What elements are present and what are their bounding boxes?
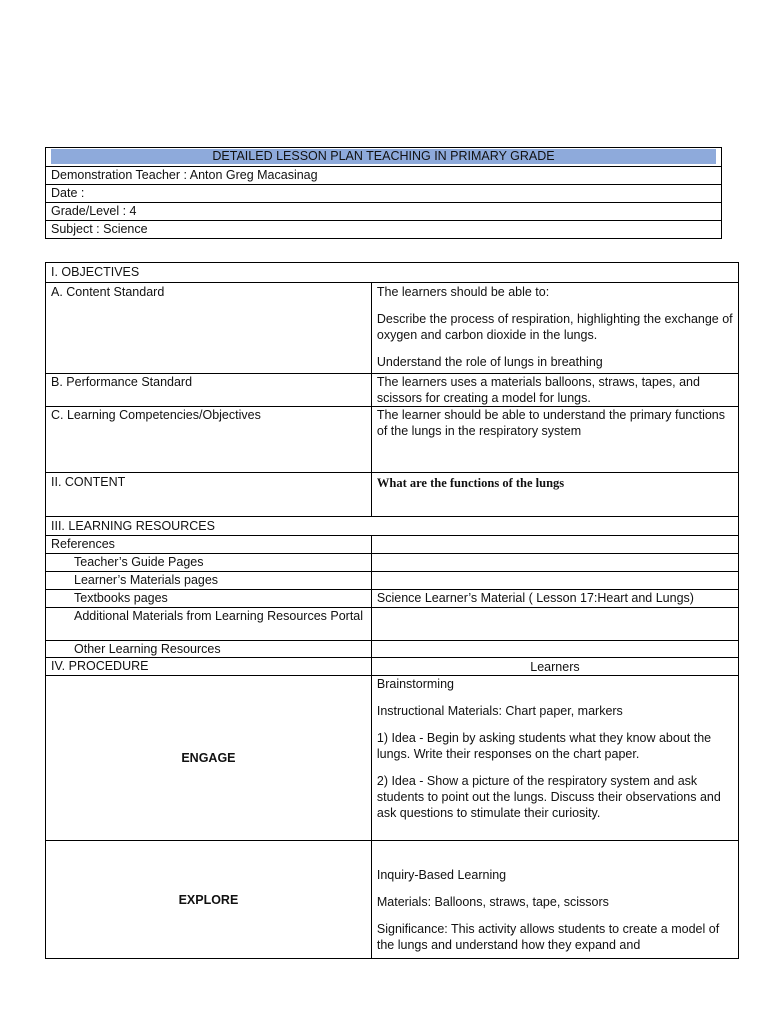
content-standard-point-2: Understand the role of lungs in breathing <box>376 355 603 369</box>
teacher-field: Demonstration Teacher : Anton Greg Macasinag <box>46 167 722 185</box>
references-value <box>371 536 738 554</box>
content-label: II. CONTENT <box>46 473 372 517</box>
objectives-heading: I. OBJECTIVES <box>46 263 739 283</box>
explore-label: EXPLORE <box>46 841 372 959</box>
content-standard-label: A. Content Standard <box>46 283 372 374</box>
additional-materials-label: Additional Materials from Learning Resources Portal <box>46 608 372 641</box>
resources-heading: III. LEARNING RESOURCES <box>46 517 739 536</box>
performance-standard-label: B. Performance Standard <box>46 374 372 407</box>
procedure-column-label: Learners <box>371 658 738 676</box>
explore-strategy: Inquiry-Based Learning <box>376 868 507 882</box>
additional-materials-value <box>371 608 738 641</box>
teachers-guide-label: Teacher’s Guide Pages <box>46 554 372 572</box>
date-field: Date : <box>46 185 722 203</box>
document-title: DETAILED LESSON PLAN TEACHING IN PRIMARY GRADE <box>51 149 716 164</box>
engage-materials: Instructional Materials: Chart paper, markers <box>376 704 623 718</box>
engage-idea-1: 1) Idea - Begin by asking students what they know about the lungs. Write their responses on the chart paper. <box>376 731 712 761</box>
explore-content <box>371 841 738 959</box>
teachers-guide-value <box>371 554 738 572</box>
procedure-label: IV. PROCEDURE <box>46 658 372 676</box>
competencies-text: The learner should be able to understand the primary functions of the lungs in the respiratory system <box>371 407 738 473</box>
references-label: References <box>46 536 372 554</box>
other-resources-label: Other Learning Resources <box>46 641 372 658</box>
learners-materials-label: Learner’s Materials pages <box>46 572 372 590</box>
engage-content <box>371 676 738 841</box>
textbooks-label: Textbooks pages <box>46 590 372 608</box>
engage-idea-2: 2) Idea - Show a picture of the respiratory system and ask students to point out the lungs. Discuss their observations and ask questions to stimulate their curiosity. <box>376 774 721 820</box>
lesson-plan-table <box>45 262 739 959</box>
explore-significance: Significance: This activity allows students to create a model of the lungs and understand how they expand and <box>376 922 720 952</box>
learners-materials-value <box>371 572 738 590</box>
other-resources-value <box>371 641 738 658</box>
engage-label: ENGAGE <box>46 676 372 841</box>
explore-materials: Materials: Balloons, straws, tape, scissors <box>376 895 609 909</box>
performance-standard-text: The learners uses a materials balloons, straws, tapes, and scissors for creating a model for lungs. <box>371 374 738 407</box>
subject-field: Subject : Science <box>46 221 722 239</box>
content-standard-text <box>371 283 738 374</box>
content-standard-point-1: Describe the process of respiration, highlighting the exchange of oxygen and carbon dioxide in the lungs. <box>376 312 733 342</box>
title-row <box>46 148 722 167</box>
lesson-header-table <box>45 147 722 239</box>
grade-field: Grade/Level : 4 <box>46 203 722 221</box>
competencies-label: C. Learning Competencies/Objectives <box>46 407 372 473</box>
content-text: What are the functions of the lungs <box>371 473 738 517</box>
content-standard-intro: The learners should be able to: <box>376 285 550 299</box>
engage-strategy: Brainstorming <box>376 677 454 691</box>
textbooks-value: Science Learner’s Material ( Lesson 17:Heart and Lungs) <box>371 590 738 608</box>
